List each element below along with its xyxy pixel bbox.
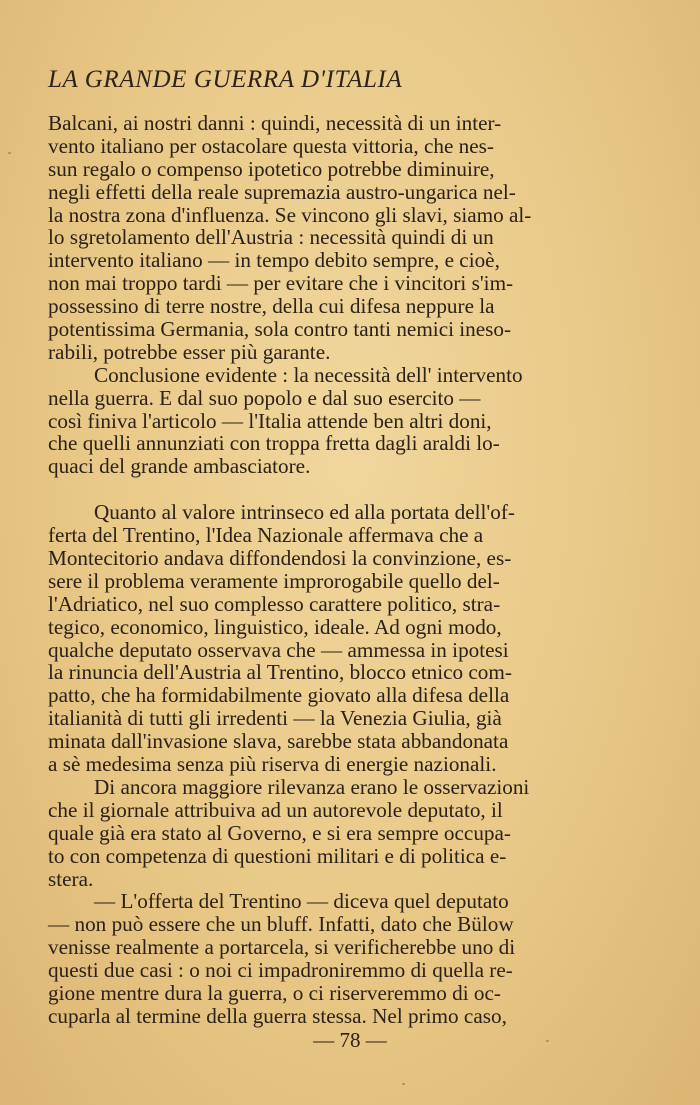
- text-line: italianità di tutti gli irredenti — la Venezia Giulia, già: [48, 706, 502, 731]
- body-text: [48, 112, 658, 1028]
- text-line: sun regalo o compenso ipotetico potrebbe diminuire,: [48, 156, 495, 181]
- paper-speck: [8, 152, 11, 154]
- text-line: quaci del grande ambasciatore.: [48, 454, 311, 479]
- text-line: che il giornale attribuiva ad un autorevole deputato, il: [48, 797, 503, 822]
- text-line: a sè medesima senza più riserva di energie nazionali.: [48, 752, 497, 777]
- text-line: questi due casi : o noi ci impadroniremmo di quella re-: [48, 958, 513, 983]
- text-line: — L'offerta del Trentino — diceva quel deputato: [94, 889, 509, 914]
- text-line: negli effetti della reale supremazia austro-ungarica nel-: [48, 179, 516, 204]
- text-line: la nostra zona d'influenza. Se vincono gli slavi, siamo al-: [48, 202, 532, 227]
- text-line: vento italiano per ostacolare questa vittoria, che nes-: [48, 133, 494, 158]
- page-number: — 78 —: [313, 1028, 387, 1052]
- text-line: rabili, potrebbe esser più garante.: [48, 339, 331, 364]
- text-line: venisse realmente a portarcela, si verificherebbe uno di: [48, 935, 516, 960]
- text-line: possessino di terre nostre, della cui difesa neppure la: [48, 294, 495, 319]
- text-line: to con competenza di questioni militari e di politica e-: [48, 843, 507, 868]
- text-line: lo sgretolamento dell'Austria : necessità quindi di un: [48, 225, 494, 250]
- text-line: ferta del Trentino, l'Idea Nazionale affermava che a: [48, 523, 484, 548]
- text-line: — non può essere che un bluff. Infatti, dato che Bülow: [48, 912, 514, 937]
- text-line: minata dall'invasione slava, sarebbe stata abbandonata: [48, 729, 509, 754]
- running-title: LA GRANDE GUERRA D'ITALIA: [48, 66, 403, 93]
- text-line: patto, che ha formidabilmente giovato alla difesa della: [48, 683, 510, 708]
- text-line: intervento italiano — in tempo debito sempre, e cioè,: [48, 248, 500, 273]
- text-line: Balcani, ai nostri danni : quindi, necessità di un inter-: [48, 111, 502, 135]
- text-line: nella guerra. E dal suo popolo e dal suo esercito —: [48, 385, 481, 410]
- text-line: quale già era stato al Governo, e si era sempre occupa-: [48, 820, 511, 845]
- text-line: tegico, economico, linguistico, ideale. Ad ogni modo,: [48, 614, 502, 639]
- text-line: che quelli annunziati con troppa fretta dagli araldi lo-: [48, 431, 500, 456]
- text-line: la rinuncia dell'Austria al Trentino, blocco etnico com-: [48, 660, 512, 685]
- paragraph-gap: [48, 478, 658, 501]
- text-line: stera.: [48, 866, 94, 891]
- text-line: potentissima Germania, sola contro tanti nemici ineso-: [48, 317, 512, 342]
- paper-speck: [402, 1083, 405, 1085]
- text-line: sere il problema veramente improrogabile quello del-: [48, 568, 500, 593]
- text-line: l'Adriatico, nel suo complesso carattere politico, stra-: [48, 591, 501, 616]
- text-line: Di ancora maggiore rilevanza erano le osservazioni: [94, 774, 530, 799]
- text-line: qualche deputato osservava che — ammessa in ipotesi: [48, 637, 509, 662]
- text-line: Conclusione evidente : la necessità dell' intervento: [94, 362, 523, 387]
- text-line: così finiva l'articolo — l'Italia attende ben altri doni,: [48, 408, 492, 433]
- text-line: Quanto al valore intrinseco ed alla portata dell'of-: [94, 500, 515, 525]
- text-line: cuparla al termine della guerra stessa. Nel primo caso,: [48, 1003, 507, 1028]
- text-line: gione mentre dura la guerra, o ci riserveremmo di oc-: [48, 980, 501, 1005]
- text-line: non mai troppo tardi — per evitare che i vincitori s'im-: [48, 271, 514, 296]
- text-line: Montecitorio andava diffondendosi la convinzione, es-: [48, 546, 512, 571]
- paper-speck: [546, 1040, 549, 1042]
